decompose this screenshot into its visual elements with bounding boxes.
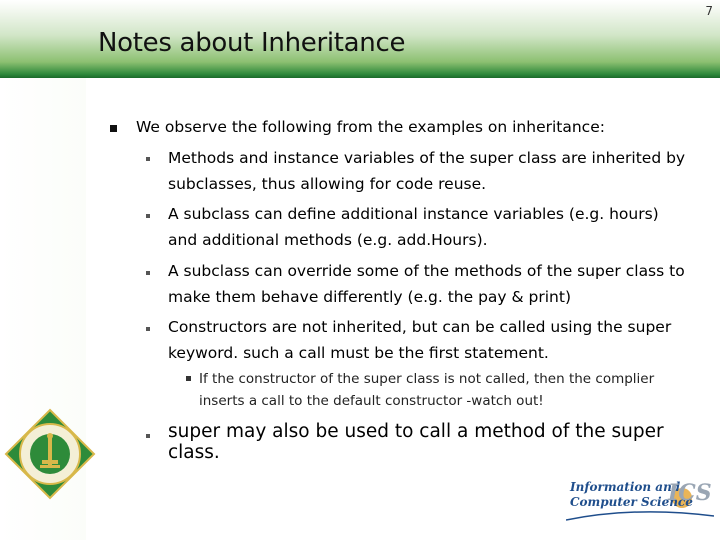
- logo-mark: ICS: [668, 480, 712, 506]
- list-item-line: Constructors are not inherited, but can be called using the super: [168, 318, 672, 336]
- list-item-line: keyword. such a call must be the first statement.: [168, 344, 549, 362]
- list-item-line: subclasses, thus allowing for code reuse.: [168, 175, 487, 193]
- last-bullet-text: super may also be used to call a method of the super class.: [168, 421, 664, 463]
- list-item: [168, 314, 708, 366]
- slide-title: Notes about Inheritance: [98, 28, 406, 58]
- list-item: [168, 201, 708, 253]
- sub-sub-bullet-icon: [186, 376, 191, 381]
- sub-note-line: inserts a call to the default constructor -watch out!: [199, 393, 544, 409]
- list-item-line: and additional methods (e.g. add.Hours).: [168, 231, 488, 249]
- logo-text-line2: Computer Science: [570, 495, 693, 509]
- list-item-line: make them behave differently (e.g. the pay & print): [168, 288, 571, 306]
- slide-number: 7: [705, 4, 713, 18]
- list-item-line: A subclass can define additional instance variables (e.g. hours): [168, 205, 659, 223]
- sub-bullet-icon: [146, 157, 150, 161]
- sub-bullet-icon: [146, 271, 150, 275]
- logo-text-line1: Information and: [570, 480, 681, 494]
- list-item: [168, 258, 708, 310]
- sub-bullet-icon: [146, 327, 150, 331]
- bullet-square-icon: [110, 125, 117, 132]
- list-item-line: Methods and instance variables of the super class are inherited by: [168, 149, 686, 167]
- sub-note: [199, 368, 699, 412]
- list-item-line: A subclass can override some of the methods of the super class to: [168, 262, 685, 280]
- sub-bullet-icon: [146, 214, 150, 218]
- list-item: [168, 145, 708, 197]
- university-seal-icon: [4, 408, 96, 500]
- sub-note-line: If the constructor of the super class is not called, then the complier: [199, 371, 655, 387]
- intro-bullet-text: We observe the following from the examples on inheritance:: [136, 118, 605, 136]
- sub-bullet-icon: [146, 434, 150, 438]
